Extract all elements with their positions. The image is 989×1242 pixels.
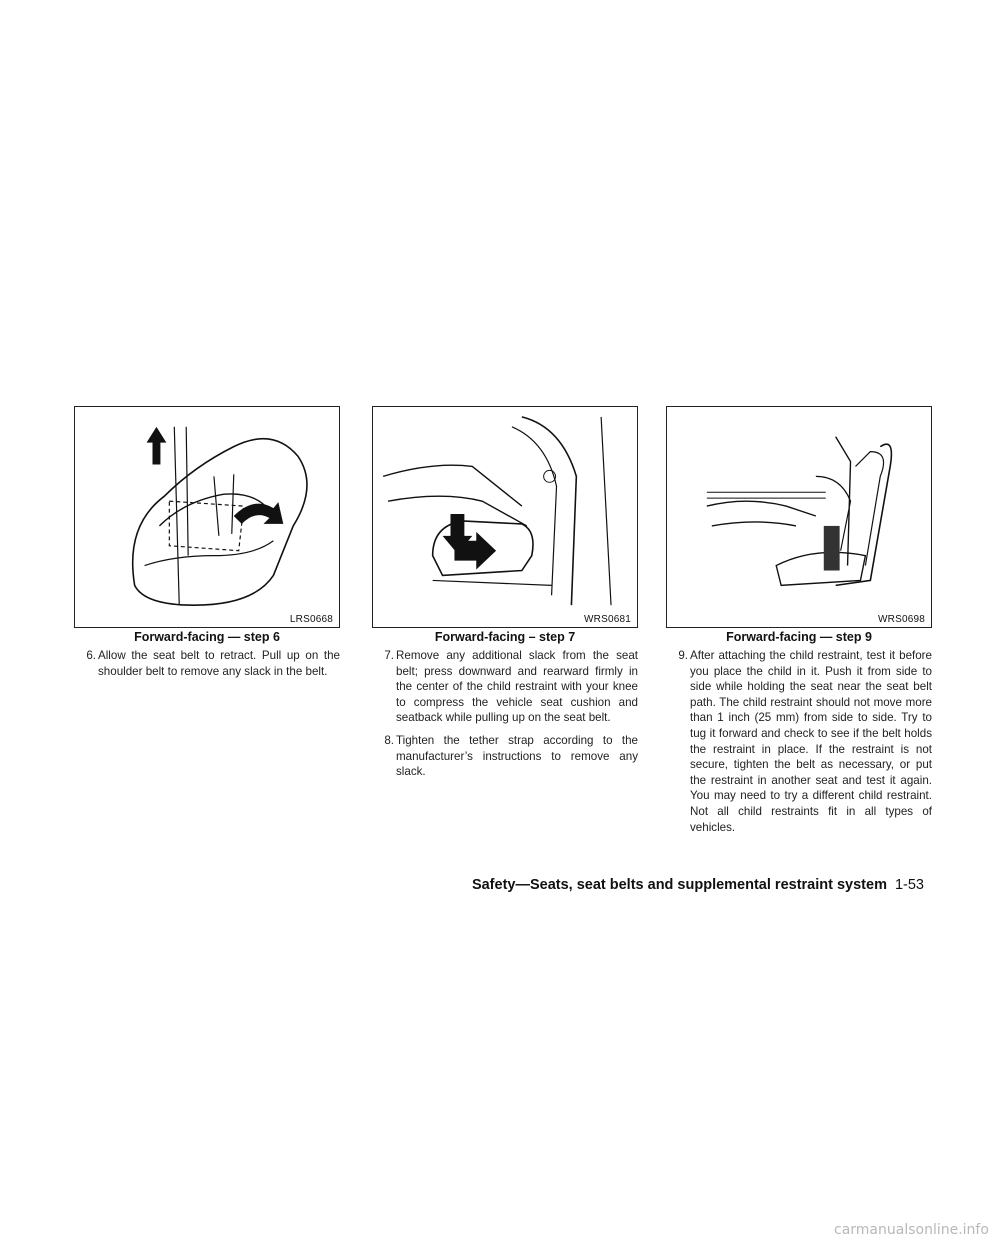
figure-step-6	[74, 406, 340, 628]
column-1	[74, 648, 340, 686]
list-item	[372, 648, 638, 726]
figure-caption: Forward-facing — step 6	[134, 630, 280, 644]
figure-step-7	[372, 406, 638, 628]
page-footer	[472, 877, 924, 893]
item-number: 9.	[678, 649, 688, 662]
child-seat-illustration	[75, 407, 339, 627]
belt-texture	[824, 526, 840, 571]
list-item	[74, 648, 340, 679]
figure-code: WRS0681	[584, 614, 631, 625]
item-text: Tighten the tether strap according to the manufacturer’s instructions to remove any slack.	[396, 733, 638, 779]
list-item	[666, 648, 932, 835]
item-text: Remove any additional slack from the seat belt; press downward and rearward firmly in the center of the child restraint with your knee to compress the vehicle seat cushion and seatback while pulling up on the seat belt.	[396, 649, 638, 725]
figure-code: LRS0668	[289, 614, 333, 625]
figure-caption: Forward-facing – step 7	[434, 630, 576, 644]
column-2	[372, 648, 638, 787]
list-item	[372, 733, 638, 780]
figure-step-9	[666, 406, 932, 628]
up-arrow-icon	[147, 427, 167, 465]
item-number: 6.	[86, 649, 96, 662]
watermark: carmanualsonline.info	[834, 1222, 989, 1238]
column-3	[666, 648, 932, 842]
figure-code: WRS0698	[878, 614, 925, 625]
knee-press-illustration	[373, 407, 637, 627]
side-push-illustration	[667, 407, 931, 627]
page-number: 1-53	[894, 877, 924, 893]
item-number: 8.	[384, 733, 394, 747]
figure-caption: Forward-facing — step 9	[726, 630, 872, 644]
section-title: Safety—Seats, seat belts and supplemental restraint system	[471, 877, 887, 893]
item-text: Allow the seat belt to retract. Pull up on the shoulder belt to remove any slack in the belt.	[98, 649, 340, 678]
item-number: 7.	[384, 649, 394, 662]
item-text: After attaching the child restraint, test it before you place the child in it. Push it from side to side while holding the seat near the seat belt path. The child restraint should not move more than 1 inch (25 mm) from side to side. Try to tug it forward and check to see if the belt holds the restraint in place. If the restraint is not secure, tighten the belt as necessary, or put the restraint in another seat and test it again. You may need to try a different child restraint. Not all child restraints fit in all types of vehicles.	[690, 649, 932, 834]
